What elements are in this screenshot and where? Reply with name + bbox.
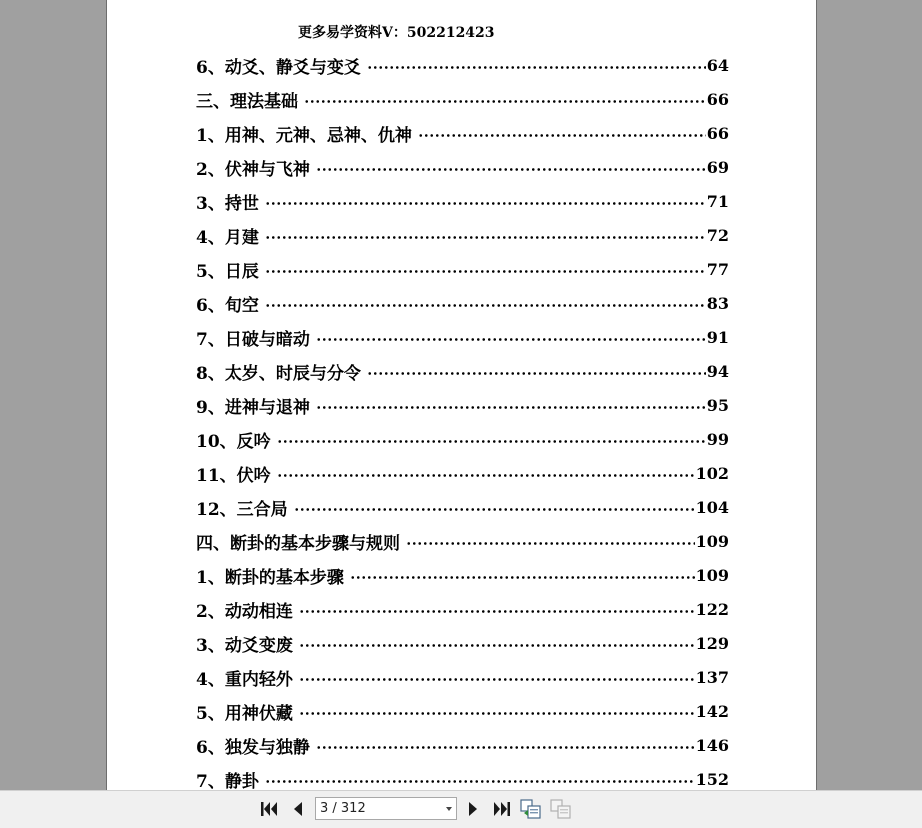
next-page-icon (463, 799, 483, 819)
toc-entry-title: 7、日破与暗动 (196, 329, 310, 350)
toc-entry-page: 129 (695, 633, 729, 653)
toc-entry-title: 1、用神、元神、忌神、仇神 (196, 125, 412, 146)
toc-entry-title: 6、旬空 (196, 295, 259, 316)
toc-leader-dots (299, 678, 695, 681)
toc-entry-title: 2、伏神与飞神 (196, 159, 310, 180)
toc-entry-title: 4、重内轻外 (196, 669, 293, 690)
toc-entry-title: 8、太岁、时辰与分令 (196, 363, 361, 384)
toc-entry-title: 7、静卦 (196, 771, 259, 790)
toc-entry (196, 218, 729, 252)
header-note: 更多易学资料V：502212423 (298, 25, 495, 41)
first-page-icon (258, 799, 280, 819)
toc-entry (196, 626, 729, 660)
last-page-icon (491, 799, 513, 819)
toc-entry-page: 94 (706, 361, 729, 381)
toc-leader-dots (265, 236, 706, 239)
toc-entry-page: 66 (706, 89, 729, 109)
table-of-contents (196, 48, 729, 790)
toc-entry (196, 252, 729, 286)
chevron-down-icon (446, 807, 452, 811)
toc-entry-title: 6、动爻、静爻与变爻 (196, 57, 361, 78)
toc-entry (196, 116, 729, 150)
toc-leader-dots (265, 304, 706, 307)
navigation-toolbar (0, 790, 922, 828)
toc-entry-page: 122 (695, 599, 729, 619)
toc-entry (196, 456, 729, 490)
toc-entry-page: 64 (706, 55, 729, 75)
first-page-button[interactable] (257, 797, 281, 821)
toc-leader-dots (316, 338, 706, 341)
toc-entry-title: 5、用神伏藏 (196, 703, 293, 724)
toc-leader-dots (265, 202, 706, 205)
toc-entry-page: 71 (706, 191, 729, 211)
single-page-view-button[interactable] (549, 797, 573, 821)
toc-entry-title: 3、持世 (196, 193, 259, 214)
toc-entry-title: 三、理法基础 (196, 91, 298, 112)
toc-entry-title: 4、月建 (196, 227, 259, 248)
toc-entry-page: 83 (706, 293, 729, 313)
toc-entry-page: 99 (706, 429, 729, 449)
toc-entry (196, 694, 729, 728)
toc-entry-page: 146 (695, 735, 729, 755)
toc-entry-page: 102 (695, 463, 729, 483)
previous-page-button[interactable] (286, 797, 310, 821)
toc-entry-title: 四、断卦的基本步骤与规则 (196, 533, 400, 554)
toc-entry (196, 660, 729, 694)
toc-leader-dots (304, 100, 706, 103)
next-page-button[interactable] (461, 797, 485, 821)
toc-entry (196, 558, 729, 592)
toc-entry (196, 354, 729, 388)
toc-entry (196, 728, 729, 762)
toc-entry-page: 69 (706, 157, 729, 177)
toc-entry (196, 490, 729, 524)
previous-page-icon (288, 799, 308, 819)
toc-entry-title: 12、三合局 (196, 499, 288, 520)
toc-entry (196, 762, 729, 790)
toc-leader-dots (265, 780, 695, 783)
toc-entry-page: 95 (706, 395, 729, 415)
toc-entry-page: 66 (706, 123, 729, 143)
toc-entry (196, 524, 729, 558)
continuous-view-button[interactable] (519, 797, 543, 821)
single-page-view-icon (549, 798, 573, 820)
toc-leader-dots (316, 746, 695, 749)
page-indicator: 3 / 312 (320, 801, 366, 816)
toc-leader-dots (299, 644, 695, 647)
toc-leader-dots (316, 168, 706, 171)
toc-entry-title: 5、日辰 (196, 261, 259, 282)
toc-entry (196, 388, 729, 422)
toc-leader-dots (294, 508, 695, 511)
toc-leader-dots (316, 406, 706, 409)
toc-leader-dots (277, 440, 706, 443)
toc-entry-title: 10、反吟 (196, 431, 271, 452)
toc-entry-title: 2、动动相连 (196, 601, 293, 622)
toc-leader-dots (277, 474, 695, 477)
toc-entry-page: 137 (695, 667, 729, 687)
toc-entry-page: 72 (706, 225, 729, 245)
toc-leader-dots (299, 712, 695, 715)
toc-leader-dots (350, 576, 695, 579)
toc-leader-dots (418, 134, 706, 137)
toc-entry-page: 91 (706, 327, 729, 347)
toc-entry-page: 142 (695, 701, 729, 721)
toc-entry (196, 286, 729, 320)
toc-leader-dots (367, 66, 706, 69)
toc-leader-dots (299, 610, 695, 613)
toc-entry (196, 320, 729, 354)
toc-entry-title: 1、断卦的基本步骤 (196, 567, 344, 588)
toc-entry-page: 152 (695, 769, 729, 789)
toc-entry (196, 82, 729, 116)
toc-entry-page: 109 (695, 531, 729, 551)
toc-leader-dots (406, 542, 695, 545)
document-page (106, 0, 817, 790)
toc-entry (196, 150, 729, 184)
last-page-button[interactable] (490, 797, 514, 821)
toc-entry (196, 184, 729, 218)
toc-entry-page: 109 (695, 565, 729, 585)
toc-entry-title: 3、动爻变废 (196, 635, 293, 656)
toc-entry (196, 422, 729, 456)
toc-leader-dots (265, 270, 706, 273)
toc-entry (196, 48, 729, 82)
toc-entry-title: 9、进神与退神 (196, 397, 310, 418)
toc-leader-dots (367, 372, 706, 375)
toc-entry-title: 11、伏吟 (196, 465, 271, 486)
toc-entry-page: 77 (706, 259, 729, 279)
toc-entry-title: 6、独发与独静 (196, 737, 310, 758)
continuous-view-icon (519, 798, 543, 820)
page-number-select[interactable] (315, 797, 457, 820)
toc-entry (196, 592, 729, 626)
toc-entry-page: 104 (695, 497, 729, 517)
